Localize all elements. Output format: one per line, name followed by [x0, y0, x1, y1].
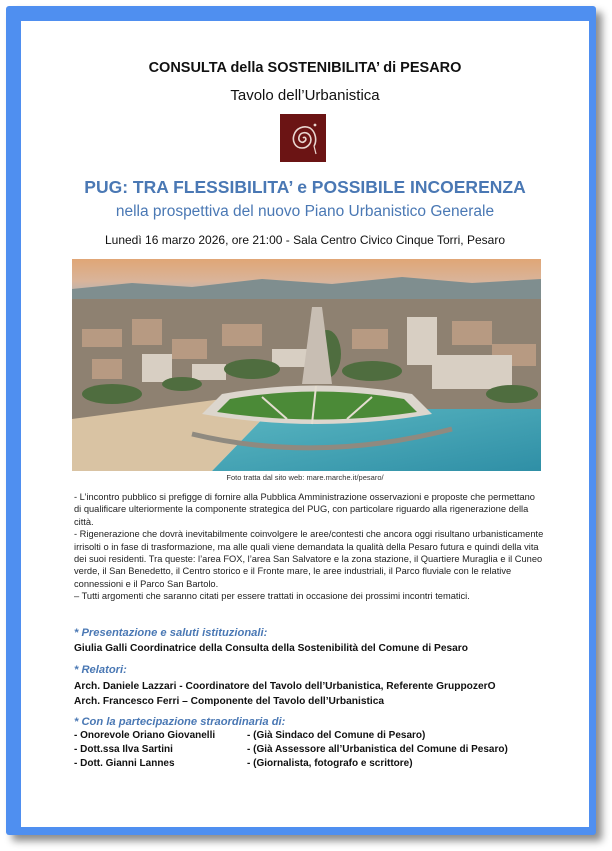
body-text	[74, 491, 544, 603]
speaker-line: Arch. Francesco Ferri – Componente del Tavolo dell’Urbanistica	[74, 696, 385, 707]
guests-heading: * Con la partecipazione straordinaria di:	[74, 716, 286, 728]
speaker-line: Arch. Daniele Lazzari - Coordinatore del Tavolo dell’Urbanistica, Referente GruppozerO	[74, 681, 496, 692]
presentation-text: Giulia Galli Coordinatrice della Consulta della Sostenibilità del Comune di Pesaro	[74, 643, 468, 654]
body-paragraph-3: – Tutti argomenti che saranno citati per essere trattati in occasione dei prossimi incontri tematici.	[74, 591, 470, 602]
poster-page	[21, 21, 589, 827]
table-title: Tavolo dell’Urbanistica	[230, 87, 380, 104]
event-date-place: Lunedì 16 marzo 2026, ore 21:00 - Sala Centro Civico Cinque Torri, Pesaro	[104, 233, 505, 247]
presentation-heading: * Presentazione e saluti istituzionali:	[74, 627, 268, 639]
org-title: CONSULTA della SOSTENIBILITA’ di PESARO	[148, 60, 462, 76]
main-title: PUG: TRA FLESSIBILITA’ e POSSIBILE INCOERENZA	[84, 177, 526, 197]
body-paragraph-2: - Rigenerazione che dovrà inevitabilmente coinvolgere le aree/contesti che ancora oggi risultano urbanisticamente irrisolti o in fase di trasformazione, ma alle quali viene demandata la qualità della Pesaro futura e quindi della vita dei suoi residenti. Tra queste: l’area FOX, l’area San Salvatore e la zona stazione, il Quartiere Muraglia e il Cuneo verde, il San Benedetto, il Centro storico e il Fronte mare, le aree industriali, il Parco fluviale con le relative connessioni e il Parco San Bartolo.	[74, 529, 544, 589]
guest-role: - (Già Assessore all’Urbanistica del Comune di Pesaro)	[247, 744, 508, 755]
guest-name: - Dott.ssa Ilva Sartini	[74, 744, 173, 755]
body-paragraph-1: - L’incontro pubblico si prefigge di fornire alla Pubblica Amministrazione osservazioni e proposte che permettano di qualificare ulteriormente la componente strategica del PUG, con particolare riguardo alla rigenerazione della città.	[74, 492, 535, 527]
speakers-heading: * Relatori:	[74, 664, 127, 676]
aerial-photo-pesaro	[72, 259, 541, 471]
guest-name: - Dott. Gianni Lannes	[74, 758, 175, 769]
subtitle: nella prospettiva del nuovo Piano Urbanistico Generale	[115, 203, 495, 220]
spiral-logo	[280, 114, 326, 162]
guest-name: - Onorevole Oriano Giovanelli	[74, 730, 216, 741]
photo-caption: Foto tratta dal sito web: mare.marche.it/pesaro/	[226, 473, 384, 482]
guest-role: - (Giornalista, fotografo e scrittore)	[247, 758, 413, 769]
guest-role: - (Già Sindaco del Comune di Pesaro)	[247, 730, 426, 741]
